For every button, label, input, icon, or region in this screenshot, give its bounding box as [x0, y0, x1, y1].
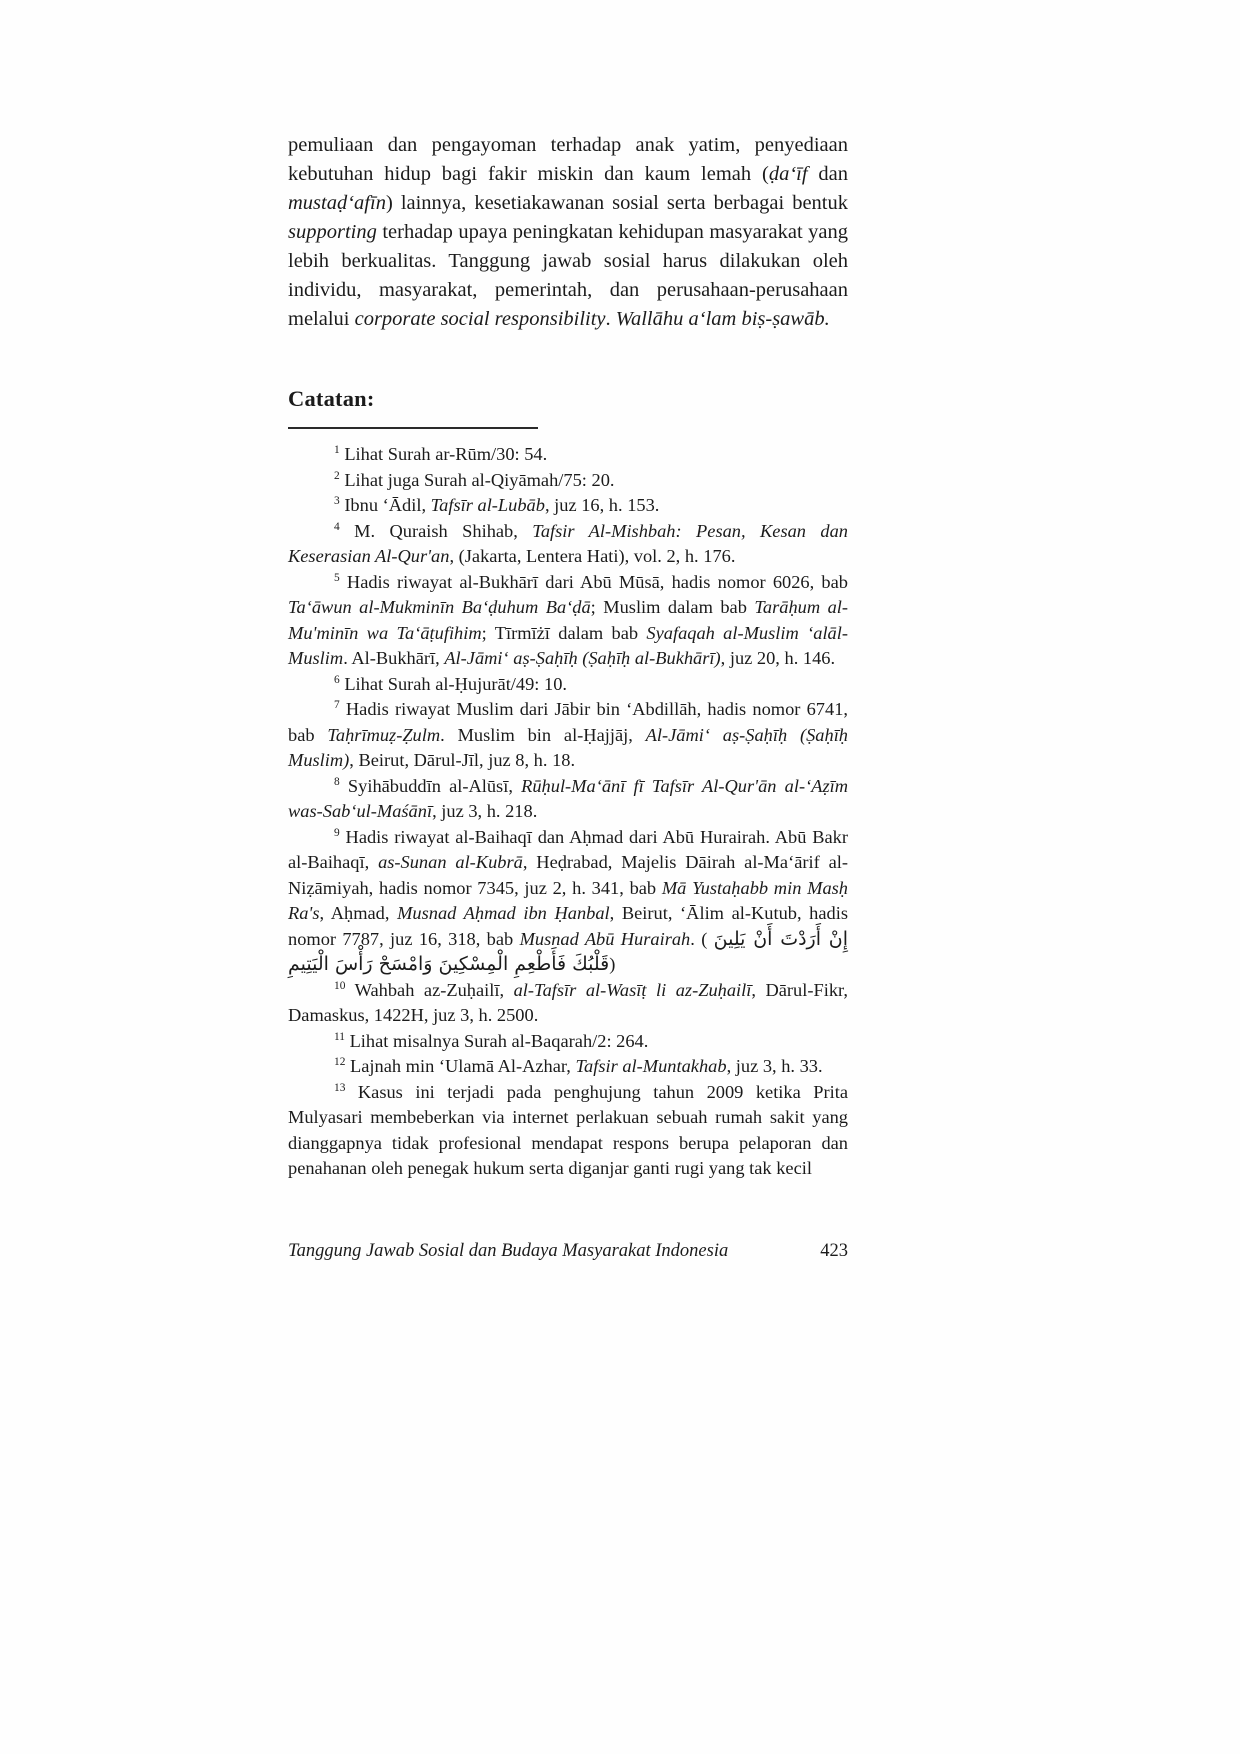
text-segment: . ( — [690, 928, 714, 949]
text-segment: Lajnah min ‘Ulamā Al-Azhar, — [350, 1056, 576, 1076]
footnote — [288, 774, 848, 825]
text-segment: Taḥrīmuẓ-Ẓulm — [327, 724, 441, 745]
text-segment: , juz 20, h. 146. — [720, 648, 836, 668]
footnote-number: 8 — [334, 775, 340, 788]
footnote-number: 9 — [334, 826, 340, 839]
text-segment: Ibnu ‘Ādil, — [344, 495, 431, 515]
text-segment: , (Jakarta, Lentera Hati), vol. 2, h. 176. — [449, 546, 736, 566]
text-segment: dan — [807, 163, 848, 185]
footnote-separator-rule — [288, 427, 538, 429]
footnote — [288, 519, 848, 570]
text-segment: Al-Jāmi‘ aṣ-Ṣaḥīḥ (Ṣaḥīḥ al-Bukhārī) — [444, 648, 721, 668]
text-segment: ; Tīrmīżī dalam bab — [481, 622, 647, 643]
body-paragraph — [288, 131, 848, 334]
footnote-number: 3 — [334, 494, 340, 507]
text-segment: supporting — [288, 221, 377, 243]
footnote-number: 13 — [334, 1081, 346, 1094]
text-segment: Hadis riwayat al-Bukhārī dari Abū Mūsā, hadis nomor 6026, bab — [346, 571, 848, 592]
text-segment: Lihat juga Surah al-Qiyāmah/75: 20. — [344, 469, 615, 490]
text-segment: , Heḍrabad, Majelis Dāirah al-Ma‘ārif al-Niẓāmiyah, hadis nomor 7345, juz 2, h. 341, bab — [288, 852, 848, 898]
footnote-number: 4 — [334, 520, 340, 533]
text-segment: Ta‘āwun al-Mukminīn Ba‘ḍuhum Ba‘ḍā — [288, 597, 591, 617]
text-segment: Syihābuddīn al-Alūsī, — [347, 775, 522, 796]
text-segment: ) — [609, 954, 616, 974]
text-segment: , Aḥmad, — [319, 903, 398, 923]
text-segment: Musnad Abū Hurairah — [519, 928, 691, 949]
text-segment: Lihat Surah ar-Rūm/30: 54. — [344, 444, 548, 464]
text-segment: , Dārul-Fikr, Damaskus, 1422H, juz 3, h. 2500. — [288, 979, 848, 1025]
text-segment: , juz 3, h. 33. — [726, 1056, 823, 1076]
footnote — [288, 1080, 848, 1182]
text-segment: Tarāḥum al-Mu'minīn wa Ta‘āṭufihim — [288, 597, 849, 643]
page-content — [288, 131, 848, 1182]
text-segment: , juz 16, h. 153. — [544, 495, 660, 515]
arabic-text-segment: إِنْ أَرَدْتَ أَنْ يَلِينَ قَلْبُكَ فَأَطْعِمِ الْمِسْكِينَ وَامْسَحْ رَأْسَ الْيَتِيمِ — [288, 927, 849, 975]
text-segment: ḍa‘īf — [768, 163, 808, 185]
text-segment: Wahbah az-Zuḥailī, — [354, 979, 514, 1000]
footnote — [288, 825, 848, 978]
text-segment: Rūḥul-Ma‘ānī fī Tafsīr Al-Qur'ān al-‘Aẓīm was-Sab‘ul-Maśānī — [288, 775, 848, 821]
footnote-number: 5 — [334, 571, 340, 584]
text-segment: , juz 3, h. 218. — [432, 801, 538, 821]
text-segment: . Muslim bin al-Ḥajjāj, — [440, 724, 646, 745]
footnote-number: 6 — [334, 673, 340, 686]
page-footer — [288, 1241, 848, 1262]
text-segment: Lihat Surah al-Ḥujurāt/49: 10. — [344, 673, 567, 694]
text-segment: M. Quraish Shihab, — [354, 520, 533, 541]
running-title: Tanggung Jawab Sosial dan Budaya Masyarakat Indonesia — [288, 1241, 729, 1261]
text-segment: pemuliaan dan pengayoman terhadap anak yatim, penyediaan kebutuhan hidup bagi fakir miskin dan kaum lemah ( — [288, 134, 848, 185]
footnote — [288, 570, 848, 672]
footnote-number: 10 — [334, 979, 346, 992]
text-segment: Syafaqah al-Muslim ‘alāl-Muslim — [288, 622, 848, 668]
text-segment: mustaḍ‘afīn — [288, 192, 386, 214]
footnote — [288, 1029, 848, 1055]
text-segment: al-Tafsīr al-Wasīṭ li az-Zuḥailī — [513, 979, 752, 1000]
footnote — [288, 978, 848, 1029]
text-segment: terhadap upaya peningkatan kehidupan masyarakat yang lebih berkualitas. Tanggung jawab sosial harus dilakukan oleh individu, masyarakat, pemerintah, dan perusahaan-perusahaan melalui — [288, 221, 848, 330]
text-segment: Wallāhu a‘lam biṣ-ṣawāb. — [615, 308, 830, 330]
text-segment: Mā Yustaḥabb min Masḥ Ra's — [288, 877, 848, 923]
text-segment: ) lainnya, kesetiakawanan sosial serta berbagai bentuk — [385, 192, 848, 214]
text-segment: . Al-Bukhārī, — [343, 648, 445, 668]
text-segment: Musnad Aḥmad ibn Ḥanbal — [397, 903, 610, 923]
page-number: 423 — [820, 1241, 848, 1261]
text-segment: . — [605, 308, 616, 330]
footnote — [288, 697, 848, 774]
footnote — [288, 672, 848, 698]
notes-heading: Catatan: — [288, 386, 375, 411]
text-segment: Tafsīr al-Lubāb — [430, 495, 545, 515]
footnote — [288, 468, 848, 494]
text-segment: , Beirut, Dārul-Jīl, juz 8, h. 18. — [349, 750, 576, 770]
text-segment: corporate social responsibility — [354, 308, 606, 330]
footnote-number: 1 — [334, 443, 340, 456]
footnote — [288, 493, 848, 519]
footnote-number: 7 — [334, 698, 340, 711]
text-segment: Lihat misalnya Surah al-Baqarah/2: 264. — [349, 1030, 649, 1051]
footnote — [288, 1054, 848, 1080]
text-segment: Tafsir al-Muntakhab — [575, 1056, 727, 1076]
text-segment: Tafsir Al-Mishbah: Pesan, Kesan dan Keserasian Al-Qur'an — [288, 520, 849, 566]
footnotes-list — [288, 442, 848, 1182]
text-segment: ; Muslim dalam bab — [590, 597, 755, 617]
text-segment: Hadis riwayat Muslim dari Jābir bin ‘Abdillāh, hadis nomor 6741, bab — [288, 699, 848, 745]
text-segment: Al-Jāmi‘ aṣ-Ṣaḥīḥ (Ṣaḥīḥ Muslim) — [288, 724, 848, 770]
text-segment: Hadis riwayat al-Baihaqī dan Aḥmad dari Abū Hurairah. Abū Bakr al-Baihaqī, — [288, 826, 848, 872]
text-segment: as-Sunan al-Kubrā — [378, 852, 523, 872]
footnote-number: 11 — [334, 1030, 345, 1043]
footnote-number: 12 — [334, 1055, 346, 1068]
footnote — [288, 442, 848, 468]
footnote-number: 2 — [334, 469, 340, 482]
text-segment: Kasus ini terjadi pada penghujung tahun 2009 ketika Prita Mulyasari membeberkan via internet perlakuan sebuah rumah sakit yang dianggapnya tidak profesional mendapat respons berupa pelaporan dan penahanan oleh penegak hukum serta diganjar ganti rugi yang tak kecil — [288, 1081, 848, 1178]
text-segment: , Beirut, ‘Ālim al-Kutub, hadis nomor 7787, juz 16, 318, bab — [288, 903, 849, 949]
